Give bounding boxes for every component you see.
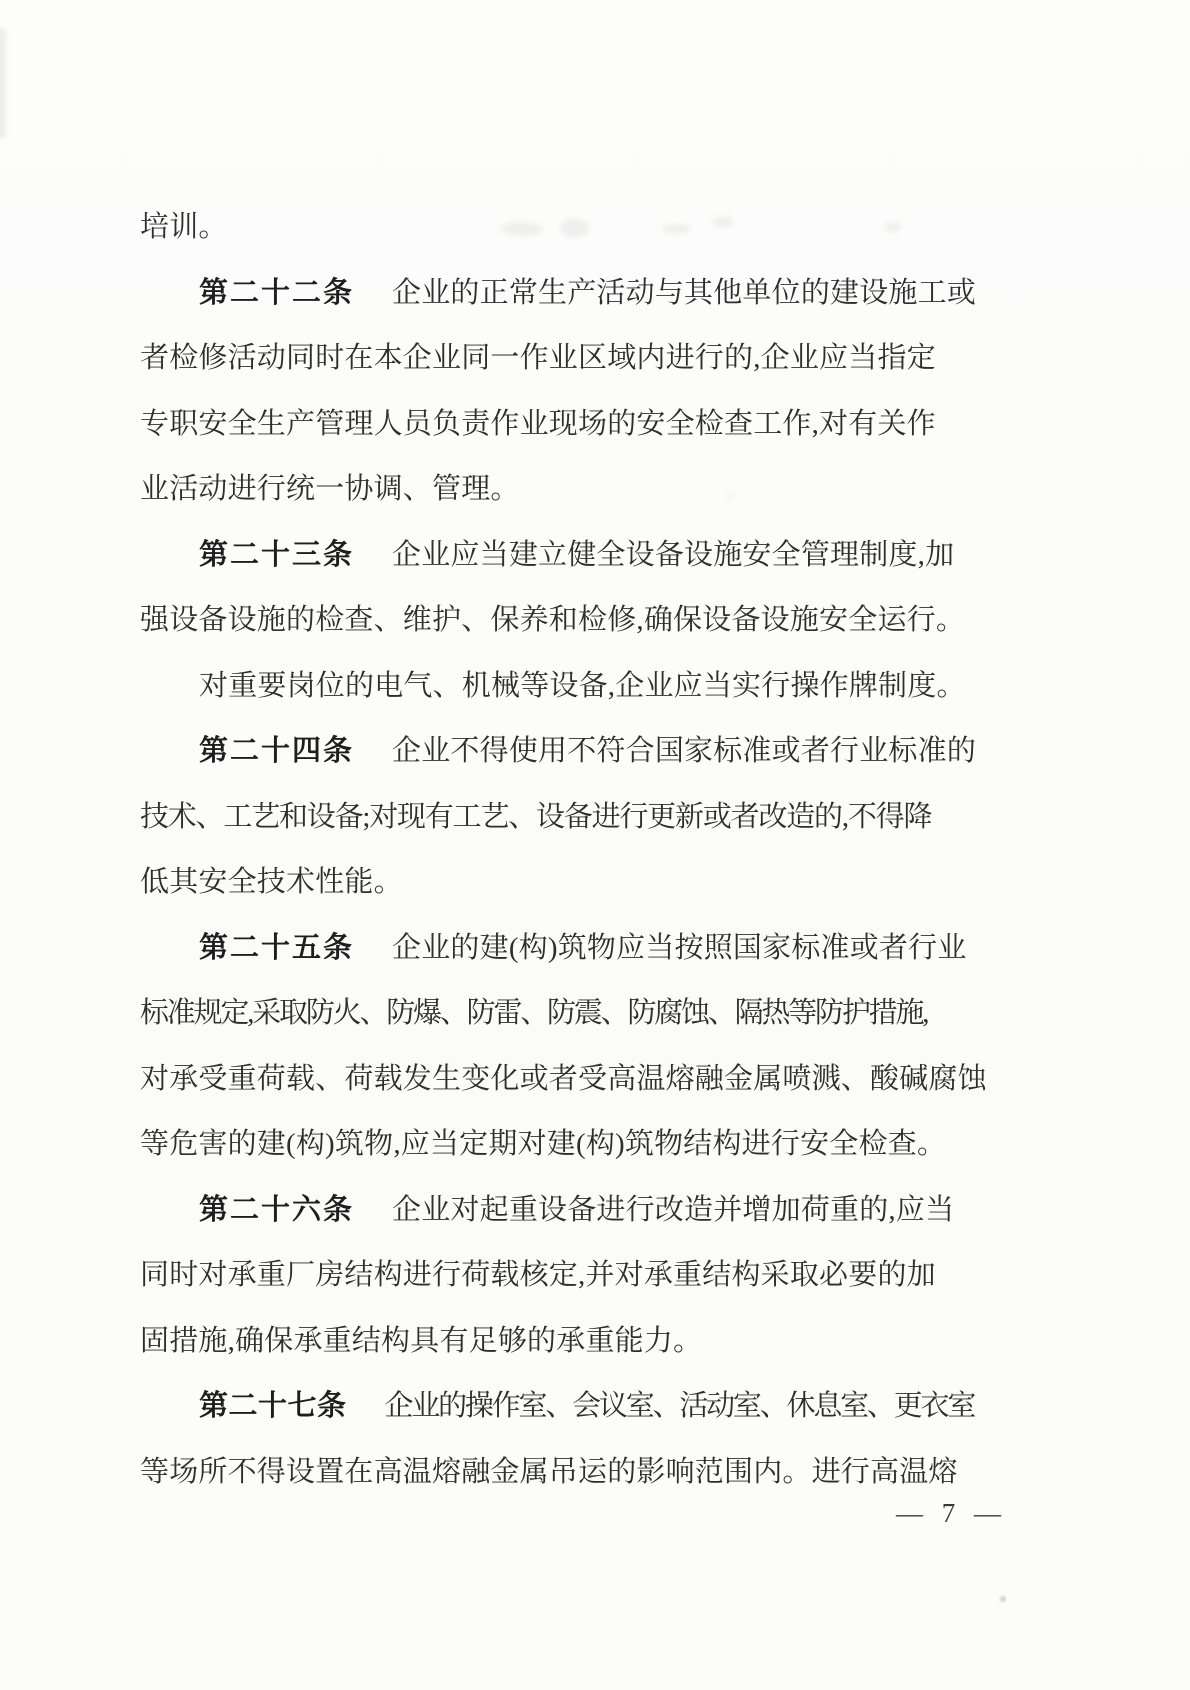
line-text: 企业应当建立健全设备设施安全管理制度,加 xyxy=(392,538,955,571)
document-line-article-26 xyxy=(140,1178,1000,1244)
document-line xyxy=(140,326,1000,392)
article-number: 第二十五条 xyxy=(199,931,355,964)
document-line xyxy=(140,654,1000,720)
line-text: 企业不得使用不符合国家标准或者行业标准的 xyxy=(392,735,977,767)
line-text: 企业对起重设备进行改造并增加荷重的,应当 xyxy=(392,1193,955,1226)
document-line-article-27 xyxy=(140,1374,1000,1440)
page-number: — 7 — xyxy=(896,1498,1002,1528)
document-line xyxy=(140,457,1000,523)
document-line xyxy=(140,588,1000,654)
article-number: 第二十二条 xyxy=(199,276,355,309)
line-text: 企业的操作室、会议室、活动室、休息室、更衣室 xyxy=(384,1390,975,1422)
document-line xyxy=(140,1440,1000,1506)
line-text: 者检修活动同时在本企业同一作业区域内进行的,企业应当指定 xyxy=(140,342,936,374)
document-line xyxy=(140,1047,1000,1113)
article-number: 第二十四条 xyxy=(199,735,355,767)
document-line xyxy=(140,850,1000,916)
line-text: 标准规定,采取防火、防爆、防雷、防震、防腐蚀、隔热等防护措施, xyxy=(140,997,928,1029)
line-text: 强设备设施的检查、维护、保养和检修,确保设备设施安全运行。 xyxy=(140,604,966,636)
line-text: 企业的正常生产活动与其他单位的建设施工或 xyxy=(392,276,977,309)
document-line xyxy=(140,1309,1000,1375)
line-text: 低其安全技术性能。 xyxy=(140,866,403,898)
article-number: 第二十六条 xyxy=(199,1193,355,1226)
document-line-article-23 xyxy=(140,523,1000,589)
line-text: 固措施,确保承重结构具有足够的承重能力。 xyxy=(140,1324,703,1357)
document-line xyxy=(140,981,1000,1047)
line-text: 培训。 xyxy=(140,211,228,243)
document-line-article-24 xyxy=(140,719,1000,785)
line-text: 业活动进行统一协调、管理。 xyxy=(140,473,520,505)
line-text: 等危害的建(构)筑物,应当定期对建(构)筑物结构进行安全检查。 xyxy=(140,1128,947,1160)
document-line xyxy=(140,195,1000,261)
document-line-article-22 xyxy=(140,261,1000,327)
document-body xyxy=(140,195,1000,1505)
line-text: 对重要岗位的电气、机械等设备,企业应当实行操作牌制度。 xyxy=(199,669,966,702)
line-text: 对承受重荷载、荷载发生变化或者受高温熔融金属喷溅、酸碱腐蚀 xyxy=(140,1062,987,1095)
article-number: 第二十三条 xyxy=(199,538,355,571)
document-line xyxy=(140,392,1000,458)
document-line xyxy=(140,1243,1000,1309)
document-line-article-25 xyxy=(140,916,1000,982)
line-text: 专职安全生产管理人员负责作业现场的安全检查工作,对有关作 xyxy=(140,407,936,440)
line-text: 企业的建(构)筑物应当按照国家标准或者行业 xyxy=(392,931,967,964)
scan-smudge xyxy=(0,28,6,138)
scan-smudge xyxy=(1000,1596,1006,1602)
article-number: 第二十七条 xyxy=(199,1390,347,1422)
line-text: 技术、工艺和设备;对现有工艺、设备进行更新或者改造的,不得降 xyxy=(140,800,932,833)
document-line xyxy=(140,1112,1000,1178)
document-line xyxy=(140,785,1000,851)
line-text: 同时对承重厂房结构进行荷载核定,并对承重结构采取必要的加 xyxy=(140,1259,936,1291)
line-text: 等场所不得设置在高温熔融金属吊运的影响范围内。进行高温熔 xyxy=(140,1455,958,1488)
